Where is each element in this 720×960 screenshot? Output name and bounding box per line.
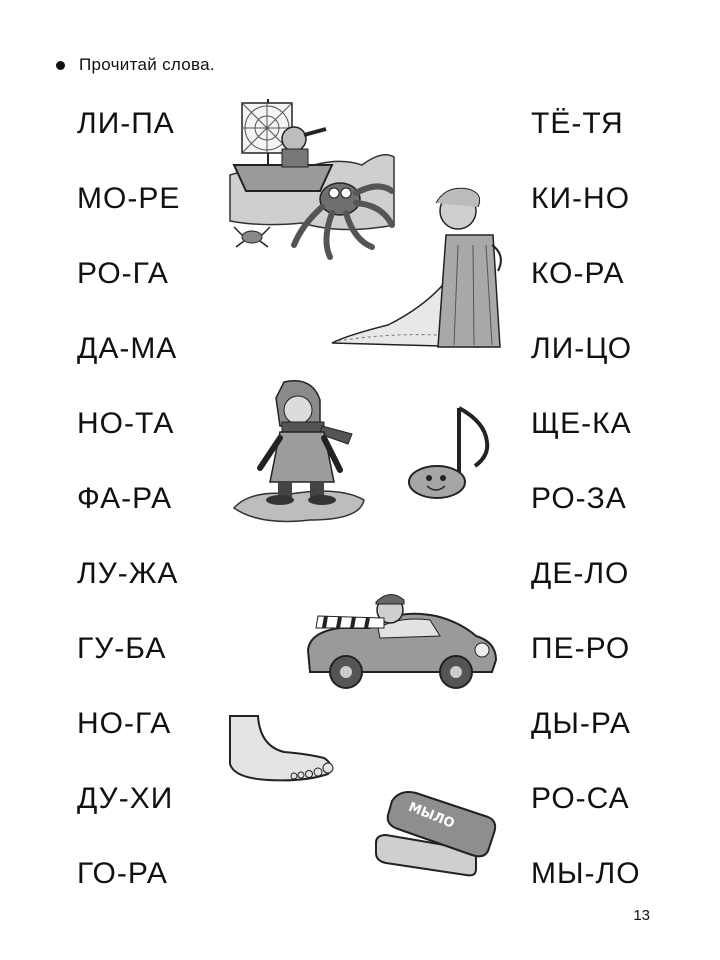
word: НО-ТА	[77, 407, 175, 440]
word: РО-ГА	[77, 257, 169, 290]
word: ПЕ-РО	[531, 632, 631, 665]
word: НО-ГА	[77, 707, 172, 740]
left-word-column	[77, 100, 180, 925]
soap-label: МЫЛО	[406, 799, 457, 832]
word: МО-РЕ	[77, 182, 181, 215]
word: РО-СА	[531, 782, 630, 815]
lady-in-robe-illustration	[328, 185, 508, 355]
bullet-icon	[56, 61, 65, 70]
word: ЩЕ-КА	[531, 407, 632, 440]
word: ЛУ-ЖА	[77, 557, 179, 590]
word: ГО-РА	[77, 857, 168, 890]
word: ГУ-БА	[77, 632, 167, 665]
word: МЫ-ЛО	[531, 857, 641, 890]
word: ДЫ-РА	[531, 707, 631, 740]
word: ЛИ-ПА	[77, 107, 175, 140]
word: КИ-НО	[531, 182, 631, 215]
word: ДУ-ХИ	[77, 782, 174, 815]
word: ДЕ-ЛО	[531, 557, 630, 590]
word: ЛИ-ЦО	[531, 332, 633, 365]
word: ФА-РА	[77, 482, 173, 515]
word: ТЁ-ТЯ	[531, 107, 624, 140]
soap-dish-illustration	[372, 785, 500, 881]
word: ДА-МА	[77, 332, 178, 365]
page-number: 13	[633, 907, 650, 924]
right-word-column	[531, 100, 641, 925]
music-note-illustration	[405, 402, 497, 504]
word: РО-ЗА	[531, 482, 627, 515]
instruction-text: Прочитай слова.	[79, 55, 215, 74]
child-in-puddle-illustration	[230, 378, 370, 528]
foot-illustration	[224, 712, 336, 784]
car-driver-illustration	[300, 588, 500, 692]
instruction	[56, 55, 215, 75]
word: КО-РА	[531, 257, 625, 290]
